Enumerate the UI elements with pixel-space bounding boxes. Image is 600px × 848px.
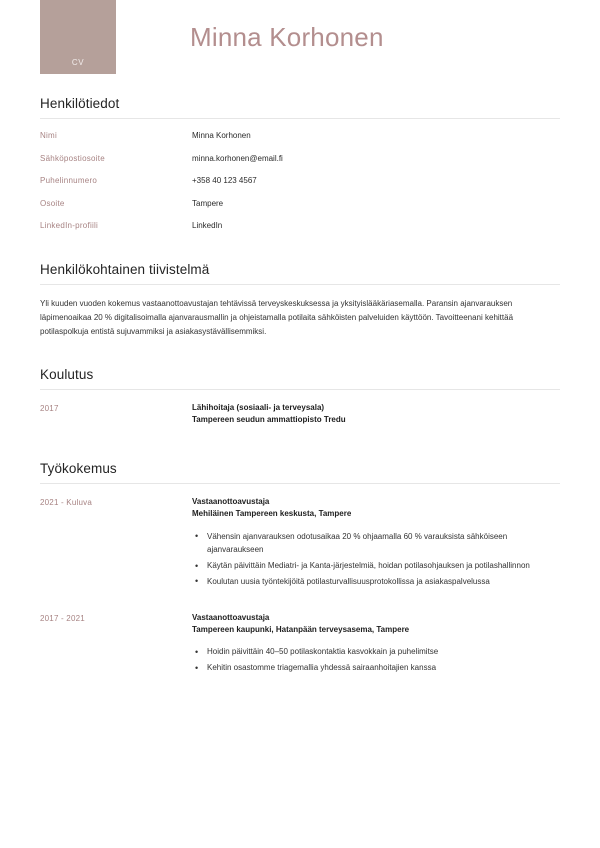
responsibility-list	[192, 645, 560, 675]
name-container	[190, 0, 384, 74]
detail-label: Sähköpostiosoite	[40, 153, 105, 163]
personal-details-table	[40, 131, 560, 244]
list-item: • Kehitin osastomme triagemallia yhdessä sairaanhoitajien kanssa	[207, 661, 560, 675]
degree-title: Lähihoitaja (sosiaali- ja terveysala)	[192, 402, 325, 412]
table-row	[40, 131, 560, 154]
table-row	[40, 176, 560, 199]
institution-name: Tampereen seudun ammattiopisto Tredu	[192, 415, 346, 425]
detail-label: Nimi	[40, 131, 57, 140]
table-row	[40, 154, 560, 177]
list-item: • Käytän päivittäin Mediatri- ja Kanta-järjestelmiä, hoidan potilasohjauksen ja potilashallinnon	[207, 559, 560, 573]
section-education	[0, 367, 600, 427]
section-title-experience: Työkokemus	[40, 460, 117, 476]
section-personal-details	[0, 96, 600, 244]
detail-value: +358 40 123 4567	[192, 176, 257, 186]
job-title: Vastaanottoavustaja	[192, 496, 270, 506]
list-item: • Koulutan uusia työntekijöitä potilasturvallisuusprotokollissa ja asiakaspalvelussa	[207, 575, 560, 589]
page-title: Minna Korhonen	[190, 22, 384, 52]
entry-body	[192, 402, 560, 427]
list-item: • Hoidin päivittäin 40–50 potilaskontaktia kasvokkain ja puhelimitse	[207, 645, 560, 659]
detail-label: Puhelinnumero	[40, 176, 98, 186]
section-divider	[40, 483, 560, 484]
employer-name: Mehiläinen Tampereen keskusta, Tampere	[192, 509, 352, 519]
section-title-education: Koulutus	[40, 366, 94, 382]
job-title: Vastaanottoavustaja	[192, 612, 270, 622]
section-title-summary: Henkilökohtainen tiivistelmä	[40, 261, 210, 277]
section-experience	[0, 461, 600, 677]
linkedin-link[interactable]: LinkedIn	[192, 221, 223, 231]
experience-entry	[40, 612, 560, 677]
detail-label: Osoite	[40, 198, 65, 208]
employer-name: Tampereen kaupunki, Hatanpään terveysasema, Tampere	[192, 624, 410, 634]
list-item: • Vähensin ajanvarauksen odotusaikaa 20 % ohjaamalla 60 % varauksista sähköiseen ajanvaraukseen	[207, 530, 560, 558]
entry-date: 2017	[40, 403, 59, 413]
entry-date: 2017 - 2021	[40, 613, 85, 623]
entry-body	[192, 496, 560, 591]
education-entry	[40, 402, 560, 427]
responsibility-list	[192, 530, 560, 589]
summary-text: Yli kuuden vuoden kokemus vastaanottoavustajan tehtävissä terveyskeskuksessa ja yksityislääkäriasemalla. Paransin ajanvarauksen läpimenoaikaa 20 % digitalisoimalla ajanvarausmallin ja ohjeistamalla potilaita sähköisten palveluiden käyttöön. Tavoitteenani kehittää potilaspolkuja entistä sujuvammiksi ja asiakasystävällisemmiksi.	[40, 298, 514, 336]
detail-label: LinkedIn-profiili	[40, 221, 99, 231]
photo-placeholder[interactable]	[40, 0, 116, 74]
experience-entry	[40, 496, 560, 591]
detail-value: Minna Korhonen	[192, 131, 251, 140]
entry-body	[192, 612, 560, 677]
section-summary	[0, 262, 600, 339]
detail-value: minna.korhonen@email.fi	[192, 153, 283, 163]
section-divider	[40, 284, 560, 285]
table-row	[40, 221, 560, 244]
section-divider	[40, 118, 560, 119]
table-row	[40, 199, 560, 222]
section-divider	[40, 389, 560, 390]
detail-value: Tampere	[192, 198, 224, 208]
photo-placeholder-label: CV	[71, 58, 85, 67]
cv-header	[0, 0, 600, 96]
section-title-personal-details: Henkilötiedot	[40, 96, 120, 111]
entry-date: 2021 - Kuluva	[40, 497, 92, 507]
